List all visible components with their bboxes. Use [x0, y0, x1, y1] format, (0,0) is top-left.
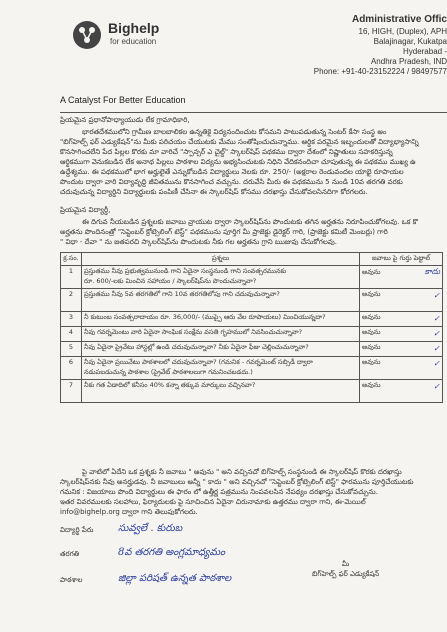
- address-line: Balajinagar, Kukatpa: [373, 37, 447, 46]
- question-line: నీవు గవర్నమెంటు వారి ఏదైనా సాంఘిక సంక్షేమ వసతి గృహములో నివసించుచున్నావా?: [84, 328, 303, 336]
- closing-line: గమనిక : విజయాలు పొంది విద్యార్థులు ఈ ఫారం లో ఉత్తీర్ణ పత్రమును నింపవలసిన నేపథ్యం దరఖాస్తు చేసుకోవచ్చును.: [60, 488, 378, 496]
- body-line: "బిగ్‌హెల్ప్ ఫర్ ఎడ్యుకేషన్"ను మీకు పరిచయం చేయుటకు మేము సంతోషించుచున్నాము. ఆర్థిక పరమైన ఇబ్బందులతో విద్యాభ్యాసాన్ని: [60, 138, 419, 146]
- salutation: ప్రియమైన ప్రధానోపాధ్యాయుడు లేక గ్రామాధికారి,: [60, 116, 190, 124]
- yes-option[interactable]: అవును: [362, 343, 381, 351]
- row-question: [82, 380, 360, 403]
- closing-line: స్కాలర్‌షిప్‌నకు నీవు అనర్హుడవు. నీ జవాబులు అన్నీ " కాదు " అని వచ్చినచో "సెప్టెంబర్ క్రోట్సెలింగ్ టెస్ట్" ఫారమును పూర్తిచేయుటకు: [60, 478, 414, 486]
- tick-mark: ✓: [433, 329, 440, 338]
- yes-option[interactable]: అవును: [362, 268, 381, 276]
- body-line: కొనసాగించలేని పేద పిల్లల కొరకు మా వారిచే "స్పాన్సర్ ఎ చైల్డ్" స్కాలర్‌షిప్ పథకము ద్వారా దేశంలో నిష్ణాతులు సహకరిస్తున్న: [60, 148, 393, 156]
- tick-mark: ✓: [433, 344, 440, 353]
- office-title: Administrative Offic: [351, 14, 447, 25]
- answer-cell[interactable]: [360, 266, 443, 289]
- tick-mark: ✓: [433, 382, 440, 391]
- tick-mark: ✓: [433, 314, 440, 323]
- body-line: అర్హతను పొందినంత్రో "సెప్టెంబర్ క్రోట్సెలింగ్ టెస్ట్" పథకమును పూర్తిగ మీ ప్రాజెక్టు డైరెక్టర్ గారి, (ప్రాజెక్టు కమిటీ మెంబర్లు) గారి: [60, 228, 388, 236]
- table-row: [61, 342, 443, 357]
- row-question: [82, 289, 360, 312]
- answer-cell[interactable]: [360, 342, 443, 357]
- address-line: Hyderabad -: [402, 47, 447, 56]
- bighelp-logo-icon: [72, 20, 102, 50]
- student-name-value[interactable]: సువ్వలే . కురుబ: [118, 523, 183, 534]
- table-row: [61, 327, 443, 342]
- answer-cell[interactable]: [360, 380, 443, 403]
- yes-option[interactable]: అవును: [362, 290, 381, 298]
- table-row: [61, 380, 443, 403]
- row-number: 3: [61, 312, 82, 327]
- table-row: [61, 357, 443, 380]
- table-row: [61, 312, 443, 327]
- email-line: info@bighelp.org ద్వారా గాని తెలుపుకోగలరు.: [60, 508, 198, 516]
- body-line: ఆర్థికముగా వెనుకబడిన లేక అనాథ పిల్లలు పాఠశాల విద్యను అభ్యసించుటకు నిధిని వేదికనందిచా చూపుతున్న ఈ పథకము ముఖ్య ఉ: [60, 158, 416, 166]
- brand-name: Bighelp: [108, 20, 160, 36]
- school-value[interactable]: జిల్లా పరిషత్ ఉన్నత పాఠశాల: [118, 573, 232, 584]
- brand-subtitle: for education: [110, 37, 157, 46]
- col-number: క్ర.సం.: [61, 253, 82, 266]
- sign-line: బిగ్‌హెల్ప్ ఫర్ ఎడ్యుకేషన్: [312, 570, 380, 578]
- eligibility-table: [60, 252, 443, 403]
- class-value[interactable]: 8వ తరగతి అంగ్లమాధ్యమం: [118, 547, 226, 558]
- col-answer: జవాబు పై గుర్తు పెట్టాల్: [360, 253, 443, 266]
- yes-option[interactable]: అవును: [362, 381, 381, 389]
- row-number: 2: [61, 289, 82, 312]
- sign-line: మీ: [341, 560, 350, 568]
- question-line: నీవు ఏదైనా ప్రయివేటు పాఠశాలలో చదువుచున్నావా? (గమనిక - గవర్నమెంట్ సబ్సిడీ ద్వారా: [84, 358, 313, 366]
- answer-cell[interactable]: [360, 289, 443, 312]
- table-header: [61, 253, 443, 266]
- tick-mark: ✓: [433, 359, 440, 368]
- yes-option[interactable]: అవును: [362, 328, 381, 336]
- yes-option[interactable]: అవును: [362, 313, 381, 321]
- tick-mark: ✓: [433, 291, 440, 300]
- no-mark: కాదు: [424, 267, 440, 276]
- class-label: తరగతి: [60, 550, 80, 558]
- closing-line: పై వాటిలో ఏదేని ఒక ప్రశ్నకు నీ జవాబు " అవును " అని వచ్చినచో బిగ్‌హెల్ప్ సంస్థనుండి ఈ స్కాలర్‌షిప్ కొరకు దరఖాస్తు: [82, 468, 402, 476]
- body-line: ఉద్దేశ్యము. ఈ పథకములో భాగ అర్హులైతే ఎన్నుకోబడిన విద్యార్థులు నెలకు రూ. 250/- (అక్షరాల రెండువందల యాభై రూపాయల: [60, 168, 404, 176]
- greeting-student: ప్రియమైన విద్యార్థీ,: [60, 206, 111, 214]
- row-number: 4: [61, 327, 82, 342]
- yes-option[interactable]: అవును: [362, 358, 381, 366]
- student-name-label: విద్యార్థి పేరు: [60, 526, 94, 534]
- closing-line: ఇతర వివరములకు సలహాలు, ఫిర్యాదులకు పై సూచించిన ఏదైనా చిరునామాకు ఉత్తరము ద్వారా గాని, ఈ-మెయిల్: [60, 498, 366, 506]
- body-line: " విధా - దేవా " ను జతపరచి స్కాలర్‌షిప్‌ను పొందుటకు నీకు గల అర్హతను గ్రాని ఋజువు చేసుకోగలవు.: [60, 238, 338, 246]
- answer-cell[interactable]: [360, 357, 443, 380]
- table-row: [61, 289, 443, 312]
- row-number: 6: [61, 357, 82, 380]
- question-line: నీవు ఏదైనా ప్రైవేటు హాస్టల్లో ఉండి చదువుచున్నావా? నీకు ఏదైనా ఫీజు చెల్లించుచున్నావా?: [84, 343, 309, 351]
- address-line: 16, HIGH, (Duplex), APH: [358, 27, 447, 36]
- tagline: A Catalyst For Better Education: [60, 95, 186, 105]
- table-row: [61, 266, 443, 289]
- row-question: [82, 327, 360, 342]
- row-number: 1: [61, 266, 82, 289]
- header-divider: [60, 112, 447, 113]
- question-line: రూ. 600/-లకు మించిన సహాయం / స్కాలర్‌షిప్‌ను పొందుచున్నావా?: [84, 277, 257, 285]
- question-line: ప్రస్తుతము నీవు 5వ తరగతిలో గాని 10వ తరగతిలోపు గాని చదువుచున్నావా?: [84, 290, 280, 298]
- question-line: నీకు గత ఏడాదిలో కనీసం 40% కన్నా తక్కువ మార్కులు వచ్చినవా?: [84, 381, 256, 389]
- question-line: నడుపబడుచున్న పాఠశాల (ప్రైవేట్ పాఠశాలలుగా గమనించబడదు.): [84, 368, 253, 376]
- row-question: [82, 342, 360, 357]
- row-question: [82, 312, 360, 327]
- question-line: ప్రస్తుతము నీవు ప్రభుత్వమునుండి గాని ఏదైనా సంస్థనుండి గాని సంవత్సరమునకు: [84, 267, 287, 275]
- body-line: ఈ దిగువ నీయబడిన ప్రశ్నలకు జవాబు వ్రాయుట ద్వారా స్కాలర్‌షిప్‌ను పొందుటకు తగిన అర్హతను నిరూపించుకోగలవు. ఒక కొ: [82, 218, 419, 226]
- row-number: 7: [61, 380, 82, 403]
- question-line: నీ కుటుంబ సంవత్సరాదాయం రూ. 36,000/- (ముప్పై ఆరు వేల రూపాయలు) మించియున్నదా?: [84, 313, 326, 321]
- address-line: Andhra Pradesh, IND: [370, 57, 447, 66]
- answer-cell[interactable]: [360, 327, 443, 342]
- phone-number: Phone: +91-40-23152224 / 98497577: [313, 67, 447, 76]
- school-label: పాఠశాల: [60, 576, 83, 584]
- office-address: [307, 14, 447, 77]
- row-question: [82, 266, 360, 289]
- col-question: ప్రశ్నలు: [82, 253, 360, 266]
- row-question: [82, 357, 360, 380]
- answer-cell[interactable]: [360, 312, 443, 327]
- body-line: చదువుచున్న విద్యార్థిని విద్యార్థులకు పంపిణీ చేసినా ఈ స్కాలర్‌షిప్ కోసము దరఖాస్తు చేసుకోవలసినదిగా కోరగలరు.: [60, 188, 368, 196]
- body-line: పొందుట ద్వారా వారి విద్యావృద్ధి జీవితమును కొనసాగించ వచ్చును. దరువేసి మీరు ఈ పథకమును 5 నుండి 10వ తరగతి వరకు: [60, 178, 403, 186]
- row-number: 5: [61, 342, 82, 357]
- body-line: భారతదేశములోని గ్రామీణ బాలబాలికల ఉన్నతికై విద్యనందించుట కోసమని పాటుపడుతున్న సెంటర్ కేసా సంస్థ అం: [82, 128, 387, 136]
- signature-block: [312, 560, 379, 580]
